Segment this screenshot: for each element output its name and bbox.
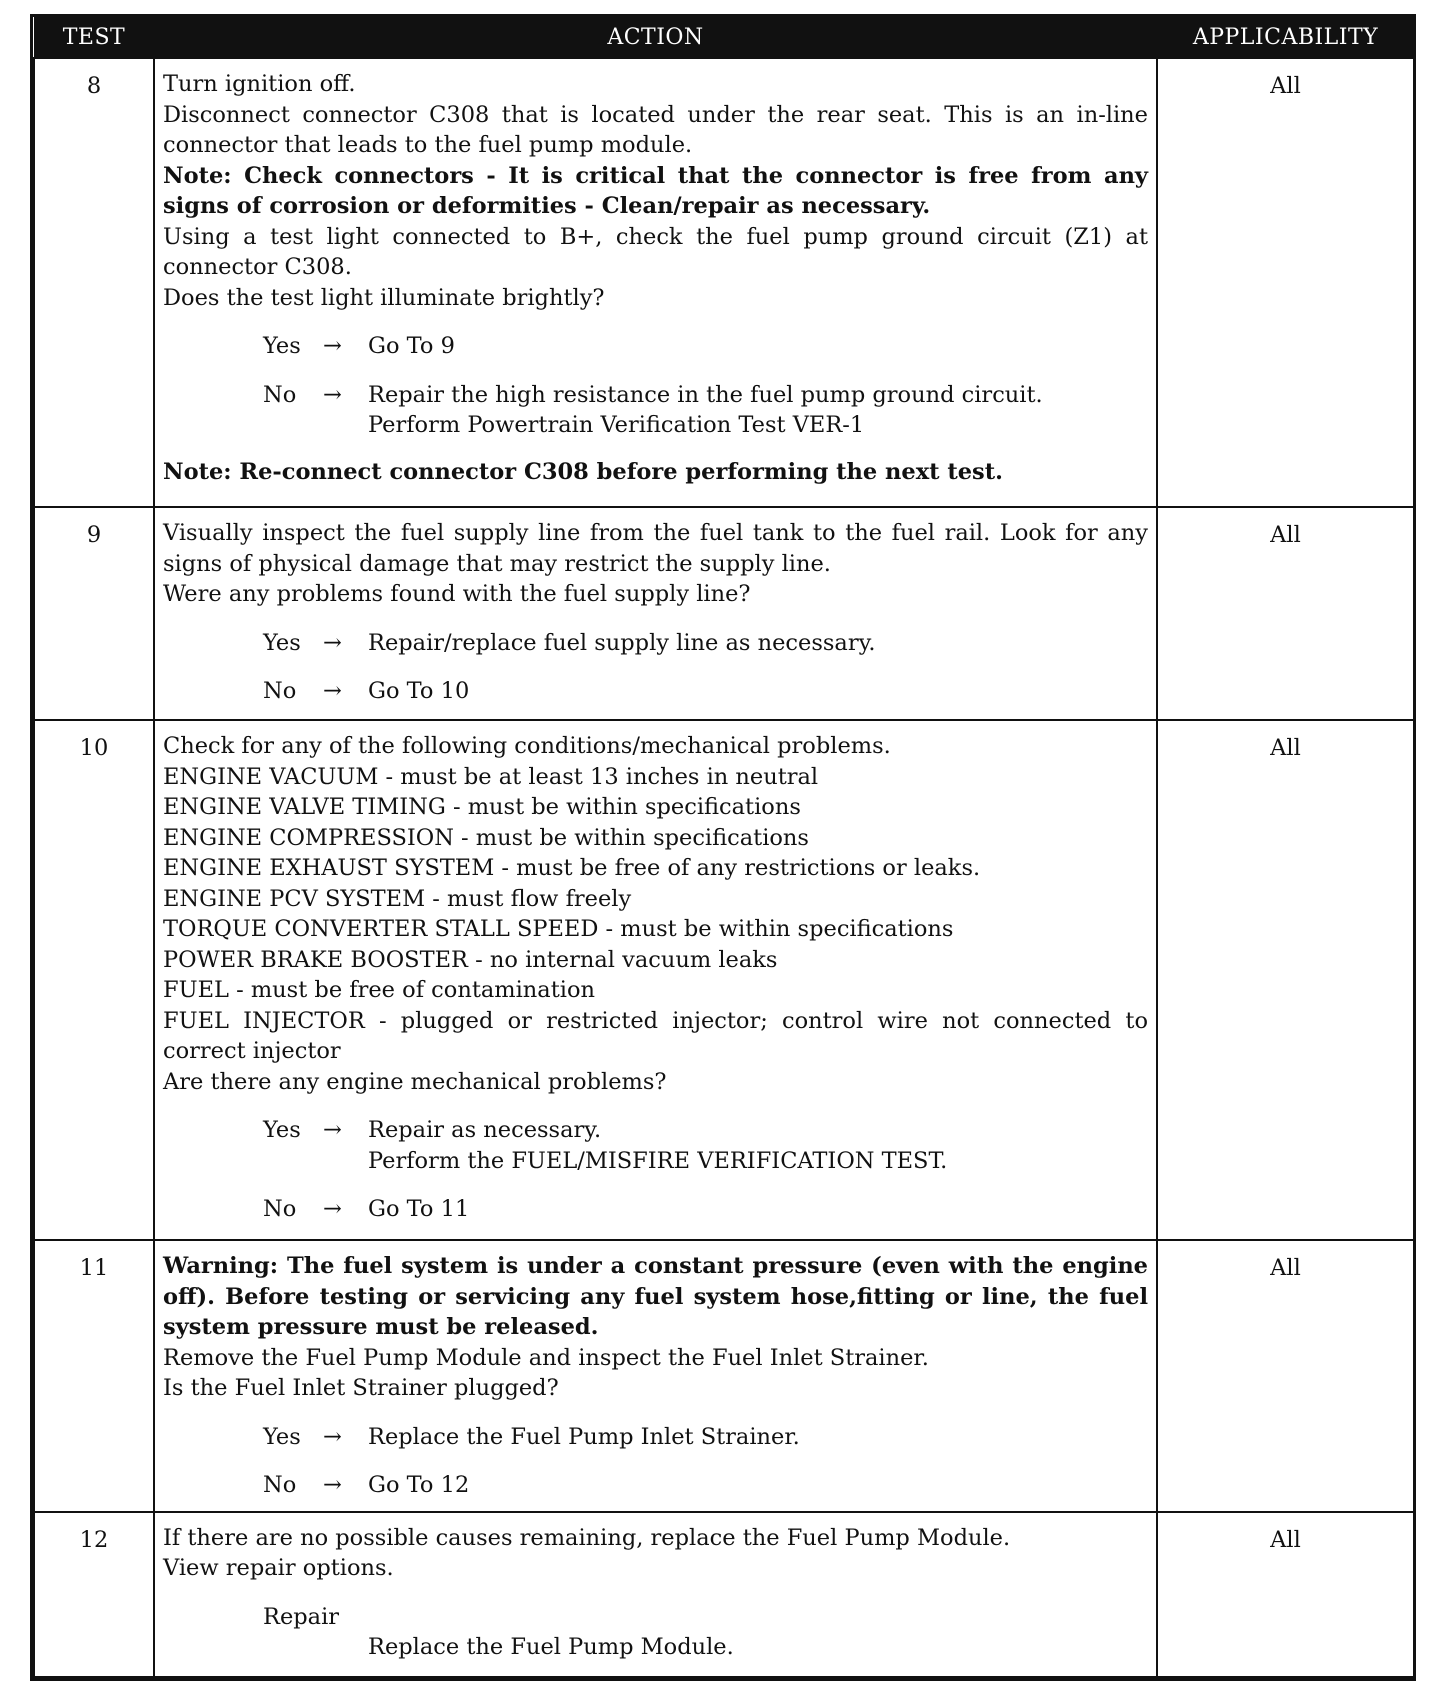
arrow-icon: → <box>323 381 342 408</box>
no-result: Go To 11 <box>368 1196 470 1222</box>
yes-result: Repair/replace fuel supply line as necessary. <box>368 629 876 656</box>
arrow-icon: → <box>323 1196 342 1222</box>
action-cell <box>154 720 1157 1240</box>
yes-result: Replace the Fuel Pump Inlet Strainer. <box>368 1423 800 1450</box>
yes-result <box>368 1115 1148 1176</box>
action-line: Turn ignition off. <box>163 71 356 97</box>
test-table <box>30 14 1416 1681</box>
action-line: ENGINE VACUUM - must be at least 13 inches in neutral <box>163 763 819 790</box>
action-line: Using a test light connected to B+, check the fuel pump ground circuit (Z1) at connector C308. <box>163 223 1148 280</box>
action-line: Check for any of the following conditions/mechanical problems. <box>163 733 891 759</box>
header-applicability: APPLICABILITY <box>1157 17 1414 58</box>
no-result: Go To 12 <box>368 1472 470 1498</box>
yes-label: Yes <box>263 1423 301 1450</box>
result-line: Perform Powertrain Verification Test VER-1 <box>368 412 865 438</box>
applicability-value: All <box>1157 58 1414 507</box>
header-test: TEST <box>34 17 154 58</box>
action-line: TORQUE CONVERTER STALL SPEED - must be within specifications <box>163 916 954 942</box>
header-row <box>34 17 1414 58</box>
no-label: No <box>263 1472 297 1498</box>
question-text: Are there any engine mechanical problems? <box>163 1068 667 1095</box>
test-number: 9 <box>34 507 154 720</box>
applicability-value: All <box>1157 1240 1414 1512</box>
applicability-value: All <box>1157 507 1414 720</box>
action-line: POWER BRAKE BOOSTER - no internal vacuum leaks <box>163 946 778 973</box>
action-line: ENGINE EXHAUST SYSTEM - must be free of any restrictions or leaks. <box>163 855 981 881</box>
yes-label: Yes <box>263 1117 301 1143</box>
no-label: No <box>263 678 297 704</box>
no-option <box>163 676 1148 707</box>
warning-text: Warning: The fuel system is under a constant pressure (even with the engine off). Before testing or servicing any fuel system hose,fitting or line, the fuel system pressure must be released. <box>163 1253 1148 1340</box>
result-line: Go To 9 <box>368 333 455 359</box>
yes-option <box>163 331 1148 362</box>
arrow-icon: → <box>323 629 342 656</box>
action-line: Remove the Fuel Pump Module and inspect the Fuel Inlet Strainer. <box>163 1344 929 1371</box>
no-label: No <box>263 381 297 408</box>
question-text: Does the test light illuminate brightly? <box>163 284 605 311</box>
action-line: Visually inspect the fuel supply line from the fuel tank to the fuel rail. Look for any signs of physical damage that may restrict the supply line. <box>163 520 1148 577</box>
yes-option <box>163 628 1148 659</box>
action-line: View repair options. <box>163 1555 394 1581</box>
action-line: ENGINE COMPRESSION - must be within specifications <box>163 824 809 851</box>
action-line: ENGINE PCV SYSTEM - must flow freely <box>163 885 632 912</box>
test-number: 12 <box>34 1512 154 1677</box>
table-row <box>34 720 1414 1240</box>
repair-label: Repair <box>263 1603 340 1630</box>
yes-result <box>368 331 1148 362</box>
no-option <box>163 1470 1148 1501</box>
note-text: Note: Re-connect connector C308 before performing the next test. <box>163 458 1003 485</box>
arrow-icon: → <box>323 1117 342 1143</box>
arrow-icon: → <box>323 333 342 359</box>
result-line: Perform the FUEL/MISFIRE VERIFICATION TEST. <box>368 1147 948 1174</box>
note-text: Note: Check connectors - It is critical that the connector is free from any signs of corrosion or deformities - Clean/repair as necessary. <box>163 162 1148 219</box>
yes-label: Yes <box>263 629 301 656</box>
result-line: Repair as necessary. <box>368 1117 602 1143</box>
repair-text: Replace the Fuel Pump Module. <box>368 1634 734 1660</box>
action-line: FUEL - must be free of contamination <box>163 977 595 1003</box>
arrow-icon: → <box>323 1423 342 1450</box>
no-option <box>163 380 1148 441</box>
action-line: If there are no possible causes remaining, replace the Fuel Pump Module. <box>163 1524 1011 1551</box>
yes-option <box>163 1115 1148 1176</box>
test-number: 10 <box>34 720 154 1240</box>
arrow-icon: → <box>323 678 342 704</box>
table-row <box>34 1240 1414 1512</box>
yes-option <box>163 1422 1148 1453</box>
header-action: ACTION <box>154 17 1157 58</box>
no-option <box>163 1194 1148 1225</box>
result-line: Repair the high resistance in the fuel pump ground circuit. <box>368 381 1043 408</box>
action-cell <box>154 1240 1157 1512</box>
action-cell <box>154 58 1157 507</box>
applicability-value: All <box>1157 1512 1414 1677</box>
yes-label: Yes <box>263 333 301 359</box>
arrow-icon: → <box>323 1472 342 1498</box>
test-number: 8 <box>34 58 154 507</box>
table-row <box>34 507 1414 720</box>
question-text: Were any problems found with the fuel supply line? <box>163 581 751 607</box>
action-line: FUEL INJECTOR - plugged or restricted injector; control wire not connected to correct injector <box>163 1007 1148 1064</box>
applicability-value: All <box>1157 720 1414 1240</box>
test-number: 11 <box>34 1240 154 1512</box>
table-row <box>34 58 1414 507</box>
table-row <box>34 1512 1414 1677</box>
action-cell <box>154 507 1157 720</box>
action-cell <box>154 1512 1157 1677</box>
no-result: Go To 10 <box>368 678 470 704</box>
action-line: ENGINE VALVE TIMING - must be within specifications <box>163 794 801 820</box>
no-result <box>368 380 1148 441</box>
no-label: No <box>263 1196 297 1222</box>
question-text: Is the Fuel Inlet Strainer plugged? <box>163 1375 559 1401</box>
action-line: Disconnect connector C308 that is located under the rear seat. This is an in-line connector that leads to the fuel pump module. <box>163 101 1148 158</box>
